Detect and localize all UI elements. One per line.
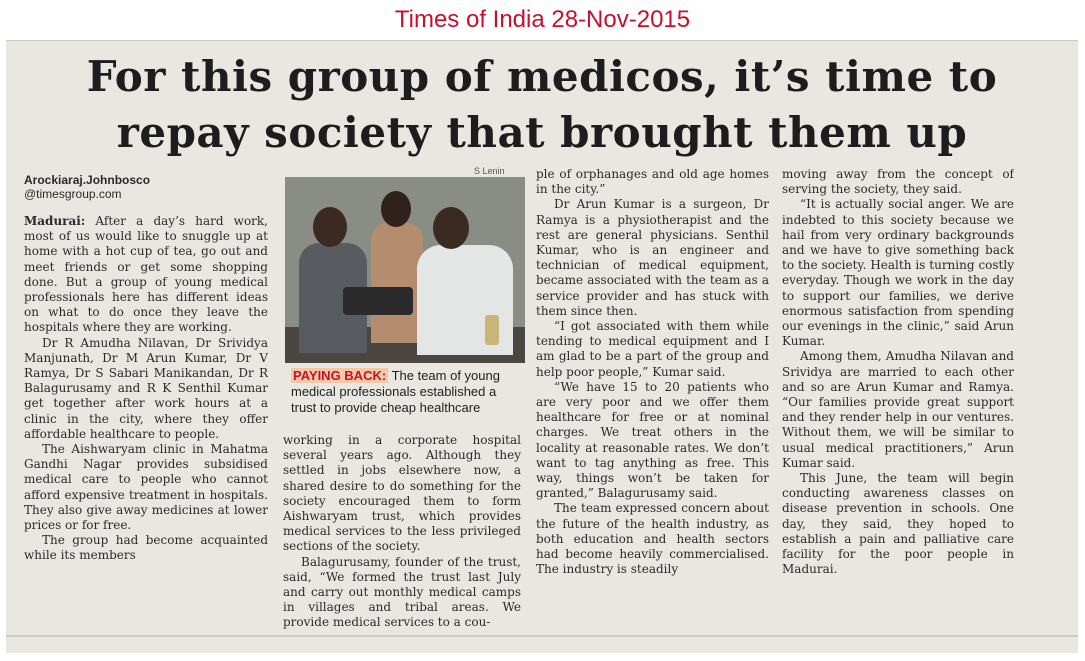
article-column-2 [283,433,521,645]
paragraph: The Aishwaryam clinic in Mahatma Gandhi Nagar provides subsidised medical care to people who cannot afford expensive treatment in hospitals. They also give away medicines at lower prices or for free. [24,442,268,533]
photo-credit: S Lenin [474,166,505,176]
source-caption: Times of India 28-Nov-2015 [394,6,691,33]
paragraph: working in a corporate hospital several years ago. Although they settled in jobs elsewhere now, a shared desire to do something for the society encouraged them to form Aishwaryam trust, which provides medical services to the less privileged sections of the society. [283,433,521,554]
paragraph: The team expressed concern about the future of the health industry, as both education and health sectors had become heavily commercialised. The industry is steadily [536,501,769,577]
paragraph: Dr Arun Kumar is a surgeon, Dr Ramya is a physiotherapist and the rest are general physicians. Senthil Kumar, who is an engineer and technician of medical equipment, became associated with the team as a service provider and has stuck with them since then. [536,197,769,318]
byline-handle: @timesgroup.com [24,187,122,201]
paragraph: “We have 15 to 20 patients who are very poor and we offer them healthcare for free or at nominal charges. We treat others in the locality at reasonable rates. We don’t want to tag anything as free. This way, things won’t be taken for granted,” Balagurusamy said. [536,379,769,501]
photo-caption-kicker: PAYING BACK: [293,368,387,383]
paragraph: Balagurusamy, founder of the trust, said, “We formed the trust last July and carry out monthly medical camps in villages and tribal areas. We provide medical services to a cou- [283,554,521,630]
byline-name: Arockiaraj.Johnbosco [24,173,151,187]
headline-line-1: For this group of medicos, it’s time to [86,52,998,101]
paragraph: Dr R Amudha Nilavan, Dr Srividya Manjunath, Dr M Arun Kumar, Dr V Ramya, Dr S Sabari Manikandan, Dr R Balagurusamy and R K Senthil Kumar get together after work hours at a clinic in the city, where they offer affordable healthcare to people. [24,335,268,441]
article-photo [285,177,525,363]
page-fold-line [6,635,1078,637]
headline [6,49,1078,161]
byline [24,173,264,201]
paragraph: Among them, Amudha Nilavan and Srividya are married to each other and so are Arun Kumar and Ramya. “Our families provide great support and they render help in our ventures. Without them, we will be similar to usual medical practitioners,” Arun Kumar said. [782,349,1014,470]
photo-caption [291,368,523,416]
article-column-3 [536,167,769,647]
paragraph: ple of orphanages and old age homes in the city.” [536,167,769,197]
article-column-1 [24,214,268,644]
paragraph: Madurai: After a day’s hard work, most of us would like to snuggle up at home with a hot cup of tea, go out and meet friends or get some shopping done. But a group of young medical professionals here has different ideas on what to do once they leave the hospitals where they are working. [24,214,268,335]
paragraph: This June, the team will begin conducting awareness classes on disease prevention in schools. One day, they said, they hoped to establish a pain and palliative care facility for the poor people in Madurai. [782,471,1014,577]
paragraph: The group had become acquainted while its members [24,533,268,563]
newspaper-clipping [6,40,1078,653]
paragraph: “I got associated with them while tending to medical equipment and I am glad to be a part of the group and help poor people,” Kumar said. [536,319,769,379]
photo-caption-text: The team of young medical professionals established a trust to provide cheap healthcare [291,368,500,415]
headline-line-2: repay society that brought them up [116,108,968,157]
article-column-4 [782,167,1014,647]
dateline: Madurai: [24,214,86,228]
paragraph: “It is actually social anger. We are indebted to this society because we hail from very ordinary backgrounds and we have to give something back to the society. Health is turning costly everyday. Though we work in the day to support our families, we derive enormous satisfaction from spending our evenings in the clinic,” said Arun Kumar. [782,197,1014,349]
paragraph: moving away from the concept of serving the society, they said. [782,167,1014,197]
